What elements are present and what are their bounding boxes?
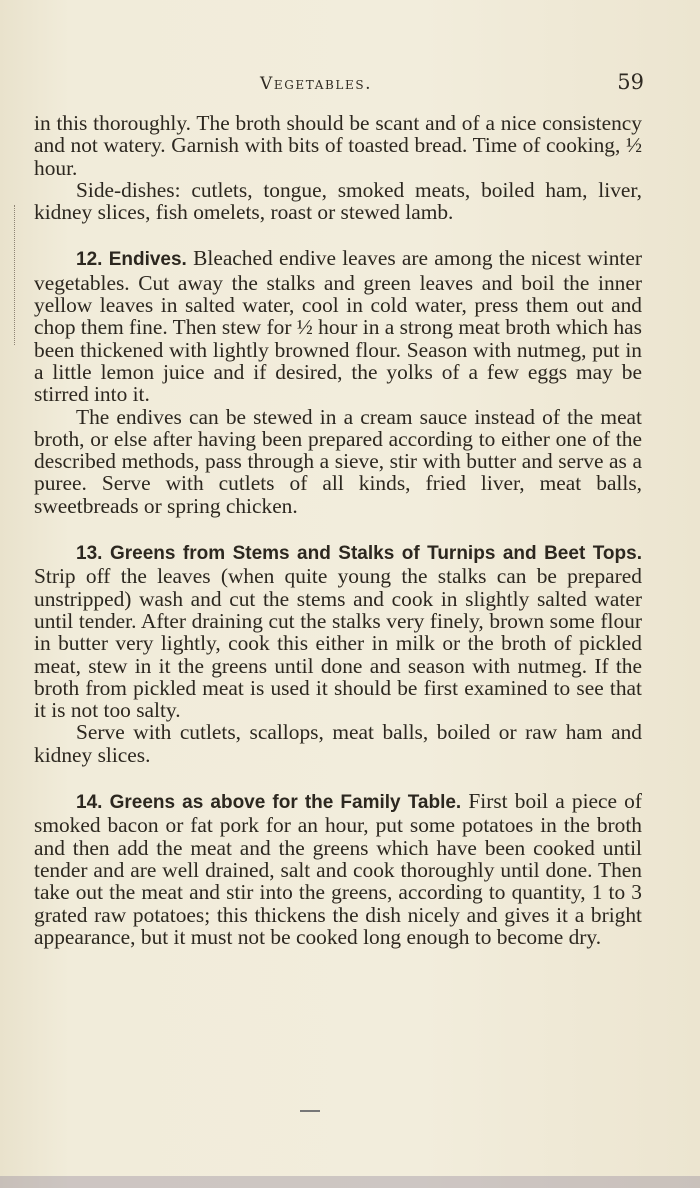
paragraph-continuation: in this thoroughly. The broth should be scant and of a nice consistency and not watery. Garnish with bits of toasted bread. Time of cooking, ½ hour. [34,111,642,180]
recipe-text: Strip off the leaves (when quite young the stalks can be prepared unstripped) wash and cut the stems and cook in slightly salted water until tender. After draining cut the stalks very finely, brown some flour in butter very lightly, cook this either in milk or the broth of pickled meat, stew in it the greens until done and season with nutmeg. If the broth from pickled meat is used it should be first examined to see that it is not too salty. [34,564,642,723]
recipe-number: 12. [76,249,103,271]
recipe-14 [34,790,642,948]
recipe-heading: Greens from Stems and Stalks of Turnips and Beet Tops. [109,543,642,565]
recipe-text: First boil a piece of smoked bacon or fat pork for an hour, put some potatoes in the broth and then add the meat and the greens which have been cooked until tender and are well drained, salt and cook thoroughly until done. Then take out the meat and stir into the greens, according to quantity, 1 to 3 grated raw potatoes; this thickens the dish nicely and gives it a bright appearance, but it must not be cooked long enough to become dry. [34,789,642,949]
gutter-marks [14,205,23,345]
page-bottom-edge [0,1176,700,1188]
recipe-number: 13. [76,543,103,565]
recipe-heading: Greens as above for the Family Table. [109,792,462,814]
page-number: 59 [617,70,644,94]
recipe-text: Bleached endive leaves are among the nicest winter vegetables. Cut away the stalks and green leaves and boil the inner yellow leaves in salted water, cool in cold water, press them out and chop them fine. Then stew for ½ hour in a strong meat broth which has been thickened with lightly browned flour. Season with nutmeg, put in a little lemon juice and if desired, the yolks of a few eggs may be stirred into it. [34,246,642,407]
running-title: Vegetables. [260,74,373,94]
paragraph-side-dishes: Side-dishes: cutlets, tongue, smoked meats, boiled ham, liver, kidney slices, fish omelets, roast or stewed lamb. [34,177,642,225]
pencil-mark [300,1110,320,1112]
page-body [34,112,642,948]
recipe-number: 14. [76,792,103,814]
recipe-13 [34,541,642,721]
recipe-heading: Endives. [108,249,187,271]
running-header [36,70,644,100]
recipe-13-paragraph-2: Serve with cutlets, scallops, meat balls, boiled or raw ham and kidney slices. [34,720,642,767]
recipe-12 [34,247,642,405]
recipe-12-paragraph-2: The endives can be stewed in a cream sauce instead of the meat broth, or else after having been prepared according to either one of the described methods, pass through a sieve, stir with butter and serve as a puree. Serve with cutlets of all kinds, fried liver, meat balls, sweetbreads or spring chicken. [34,404,642,518]
